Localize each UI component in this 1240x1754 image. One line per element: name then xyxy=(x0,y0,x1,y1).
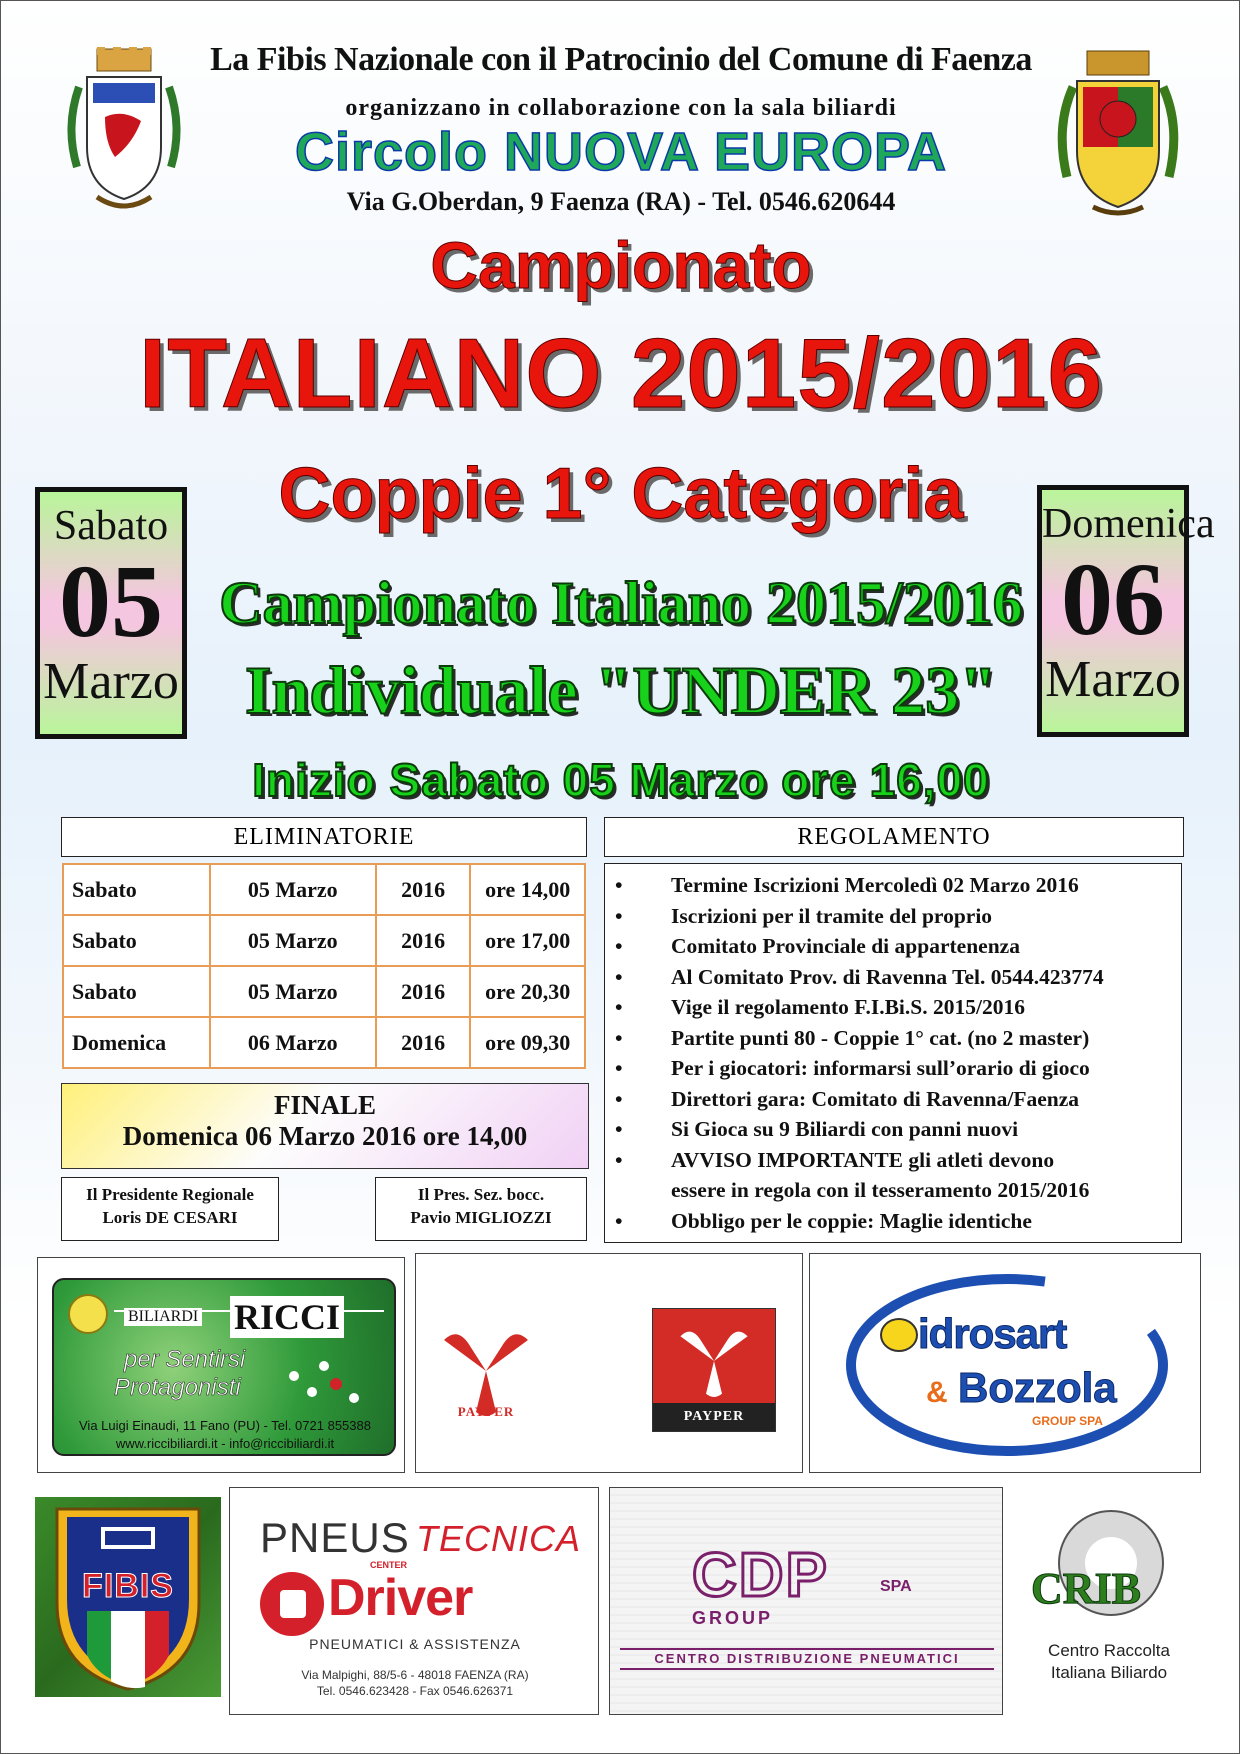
list-item xyxy=(605,1023,1181,1054)
rule-text: Al Comitato Prov. di Ravenna Tel. 0544.423774 xyxy=(671,964,1104,989)
bullet-icon: • xyxy=(615,1025,623,1050)
club-name: Circolo NUOVA EUROPA xyxy=(294,122,948,182)
cdp-group: GROUP xyxy=(692,1608,774,1628)
faenza-coat-of-arms-icon xyxy=(57,47,191,217)
list-item xyxy=(605,1114,1181,1145)
signature-name: Loris DE CESARI xyxy=(102,1208,238,1227)
romagna-coat-of-arms-icon xyxy=(1051,47,1185,219)
date-day: Sabato xyxy=(53,503,169,549)
subtitle-under-23: Individuale "UNDER 23" xyxy=(245,652,997,728)
date-day: Domenica xyxy=(1042,501,1215,547)
table-cell: 2016 xyxy=(376,864,471,915)
table-cell: 2016 xyxy=(376,966,471,1017)
signature-role: Il Pres. Sez. bocc. xyxy=(417,1185,545,1204)
table-cell: 05 Marzo xyxy=(210,915,376,966)
table-cell: Domenica xyxy=(63,1017,210,1068)
ampersand: & xyxy=(926,1376,948,1409)
crib-subtitle-2: Italiana Biliardo xyxy=(1050,1663,1168,1682)
cdp-name: CDP xyxy=(692,1541,829,1610)
date-box-saturday xyxy=(35,487,187,739)
title-italiano: ITALIANO 2015/2016 xyxy=(139,318,1103,428)
pneus-address: Via Malpighi, 88/5-6 - 48018 FAENZA (RA) xyxy=(301,1668,529,1682)
title-coppie: Coppie 1° Categoria xyxy=(278,454,964,534)
duck-icon xyxy=(880,1318,918,1352)
cdp-subtitle: CENTRO DISTRIBUZIONE PNEUMATICI xyxy=(620,1648,994,1670)
bullet-icon: • xyxy=(615,873,623,897)
ricci-web: www.riccibiliardi.it - info@riccibiliardi.it xyxy=(115,1436,335,1451)
title-campionato: Campionato xyxy=(430,228,812,302)
list-item xyxy=(605,1084,1181,1115)
crib-name: CRIB xyxy=(1031,1564,1142,1613)
table-cell: ore 09,30 xyxy=(470,1017,585,1068)
bullet-icon: • xyxy=(615,1117,623,1141)
sponsor-payper xyxy=(415,1253,803,1473)
bullet-icon: • xyxy=(615,1208,623,1233)
date-number: 06 xyxy=(1061,542,1165,657)
bozzola-name: Bozzola xyxy=(958,1364,1117,1411)
driver-center: CENTER xyxy=(370,1560,408,1570)
bullet-icon: • xyxy=(615,995,623,1019)
eliminatorie-table xyxy=(62,863,586,1069)
signature-name: Pavio MIGLIOZZI xyxy=(410,1208,552,1227)
rule-text: essere in regola con il tesseramento 2015/2016 xyxy=(671,1178,1090,1202)
rule-text: AVVISO IMPORTANTE gli atleti devono xyxy=(671,1147,1055,1172)
table-row xyxy=(63,1017,585,1068)
payper-logo-icon xyxy=(667,1317,761,1397)
ricci-logo xyxy=(52,1278,396,1456)
table-cell: 05 Marzo xyxy=(210,864,376,915)
rule-text: Termine Iscrizioni Mercoledì 02 Marzo 2016 xyxy=(671,873,1079,897)
ricci-brand: RICCI xyxy=(230,1296,344,1338)
idrosart-name: idrosart xyxy=(918,1310,1067,1357)
club-address: Via G.Oberdan, 9 Faenza (RA) - Tel. 0546.620644 xyxy=(346,187,896,216)
rule-text: Vige il regolamento F.I.Bi.S. 2015/2016 xyxy=(671,995,1025,1019)
bozzola-group: GROUP SPA xyxy=(1032,1414,1103,1428)
list-item xyxy=(605,1206,1181,1237)
ricci-address: Via Luigi Einaudi, 11 Fano (PU) - Tel. 0721 855388 xyxy=(79,1418,371,1433)
pneus-word: PNEUS xyxy=(260,1514,410,1561)
signature-regional-president xyxy=(61,1177,279,1241)
sponsor-crib xyxy=(1011,1501,1207,1711)
list-item xyxy=(605,1145,1181,1176)
table-row xyxy=(63,966,585,1017)
collaboration-line: organizzano in collaborazione con la sala biliardi xyxy=(345,95,897,121)
table-cell: 2016 xyxy=(376,1017,471,1068)
list-item xyxy=(605,901,1181,932)
date-month: Marzo xyxy=(1045,651,1181,708)
table-cell: 2016 xyxy=(376,915,471,966)
rule-text: Iscrizioni per il tramite del proprio xyxy=(671,903,993,928)
eliminatorie-heading: ELIMINATORIE xyxy=(61,817,587,857)
rule-text: Per i giocatori: informarsi sull’orario di gioco xyxy=(671,1056,1090,1080)
payper-label-1: PAYPER xyxy=(457,1404,515,1419)
subtitle-campionato-italiano: Campionato Italiano 2015/2016 xyxy=(219,570,1023,636)
list-item xyxy=(605,870,1181,901)
table-row xyxy=(63,915,585,966)
signature-section-president xyxy=(375,1177,587,1241)
driver-brand: Driver xyxy=(328,1569,473,1627)
finale-label: FINALE xyxy=(273,1090,376,1120)
rule-text: Partite punti 80 - Coppie 1° cat. (no 2 master) xyxy=(671,1025,1090,1050)
start-time: Inizio Sabato 05 Marzo ore 16,00 xyxy=(252,754,990,806)
list-item xyxy=(605,962,1181,993)
table-cell: Sabato xyxy=(63,915,210,966)
payper-logo-icon xyxy=(436,1316,536,1416)
sponsor-idrosart-bozzola xyxy=(809,1253,1201,1473)
ricci-slogan-2: Protagonisti xyxy=(114,1374,241,1401)
table-row xyxy=(63,864,585,915)
rule-text: Comitato Provinciale di appartenenza xyxy=(671,934,1020,958)
pneus-tel: Tel. 0546.623428 - Fax 0546.626371 xyxy=(316,1684,514,1698)
bullet-icon: • xyxy=(615,1086,623,1111)
list-item xyxy=(605,931,1181,962)
billiard-ball-icon xyxy=(68,1294,108,1334)
table-cell: Sabato xyxy=(63,864,210,915)
sponsor-pneus-tecnica xyxy=(229,1487,599,1715)
bullet-icon: • xyxy=(615,964,623,989)
regolamento-heading: REGOLAMENTO xyxy=(604,817,1184,857)
ricci-brand-small: BILIARDI xyxy=(124,1308,202,1326)
bullet-icon: • xyxy=(615,934,623,958)
rule-text: Si Gioca su 9 Biliardi con panni nuovi xyxy=(671,1117,1019,1141)
sponsor-fibis xyxy=(35,1497,221,1697)
pneus-subtitle: PNEUMATICI & ASSISTENZA xyxy=(309,1636,521,1652)
rule-text: Direttori gara: Comitato di Ravenna/Faenza xyxy=(671,1086,1080,1111)
cdp-spa: SPA xyxy=(880,1578,912,1595)
payper-label-2: PAYPER xyxy=(653,1403,775,1431)
driver-logo-icon xyxy=(260,1572,324,1636)
date-number: 05 xyxy=(59,544,163,659)
skittles-icon xyxy=(284,1354,370,1414)
table-cell: ore 14,00 xyxy=(470,864,585,915)
table-cell: 05 Marzo xyxy=(210,966,376,1017)
bullet-icon: • xyxy=(615,1056,623,1080)
date-box-sunday xyxy=(1037,485,1215,737)
organizer-line: La Fibis Nazionale con il Patrocinio del Comune di Faenza xyxy=(210,41,1032,78)
crib-subtitle-1: Centro Raccolta xyxy=(1048,1641,1170,1660)
list-item xyxy=(605,1175,1181,1206)
payper-logo-box xyxy=(652,1308,776,1432)
signature-role: Il Presidente Regionale xyxy=(86,1185,254,1204)
table-cell: 06 Marzo xyxy=(210,1017,376,1068)
list-item xyxy=(605,1053,1181,1084)
sponsor-ricci xyxy=(37,1257,405,1473)
table-cell: Sabato xyxy=(63,966,210,1017)
bullet-icon: • xyxy=(615,1147,623,1172)
regolamento-list xyxy=(604,863,1182,1243)
bullet-icon: • xyxy=(615,903,623,928)
table-cell: ore 20,30 xyxy=(470,966,585,1017)
ricci-slogan-1: per Sentirsi xyxy=(124,1346,246,1373)
tecnica-word: TECNICA xyxy=(416,1518,582,1559)
finale-datetime: Domenica 06 Marzo 2016 ore 14,00 xyxy=(122,1121,528,1151)
list-item xyxy=(605,992,1181,1023)
finale-box xyxy=(61,1083,589,1169)
date-month: Marzo xyxy=(43,653,179,710)
table-cell: ore 17,00 xyxy=(470,915,585,966)
fibis-label: FIBIS xyxy=(82,1567,174,1605)
sponsor-cdp xyxy=(609,1487,1003,1715)
rule-text: Obbligo per le coppie: Maglie identiche xyxy=(671,1208,1032,1233)
